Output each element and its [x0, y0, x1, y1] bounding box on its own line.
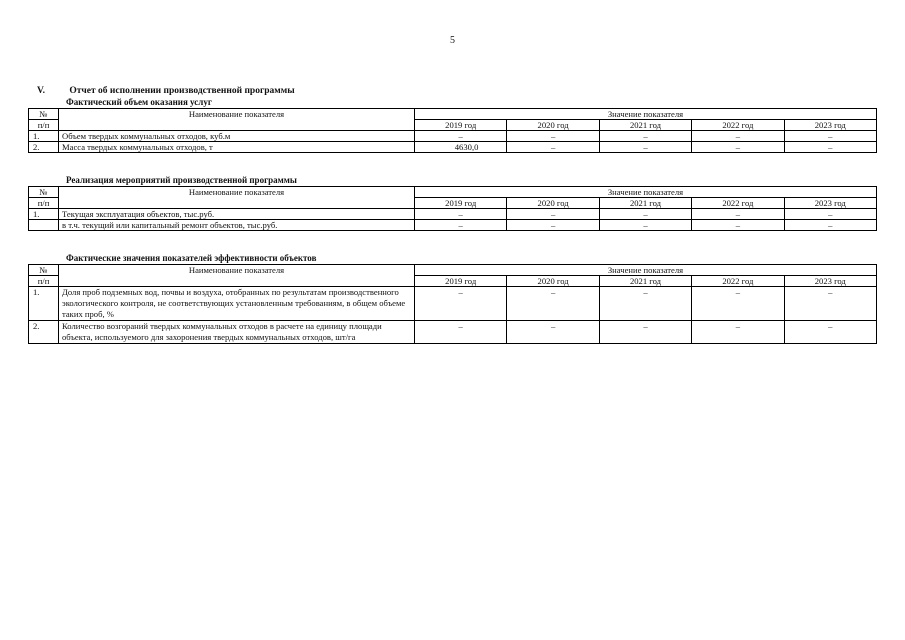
section-number: V.: [37, 86, 46, 96]
row-name: в т.ч. текущий или капитальный ремонт объектов, тыс.руб.: [59, 220, 415, 231]
row-value: –: [784, 209, 876, 220]
efficiency-indicators-table: [28, 264, 877, 344]
row-value: –: [784, 220, 876, 231]
header-row: [29, 187, 877, 198]
header-year: 2023 год: [784, 198, 876, 209]
row-value: –: [692, 131, 784, 142]
header-year: 2020 год: [507, 198, 599, 209]
row-number: 2.: [29, 142, 59, 153]
header-value-group: Значение показателя: [415, 265, 877, 276]
table-row: [29, 131, 877, 142]
row-number: 2.: [29, 321, 59, 344]
header-year: 2021 год: [599, 120, 691, 131]
table3-caption: Фактические значения показателей эффективности объектов: [66, 253, 317, 263]
table2-caption: Реализация мероприятий производственной программы: [66, 175, 297, 185]
row-number: 1.: [29, 131, 59, 142]
header-name: Наименование показателя: [59, 109, 415, 131]
row-value: –: [692, 287, 784, 321]
page-number: 5: [450, 35, 455, 46]
row-value: –: [784, 142, 876, 153]
table-row: [29, 220, 877, 231]
header-year: 2023 год: [784, 276, 876, 287]
row-value: –: [507, 142, 599, 153]
header-name: Наименование показателя: [59, 265, 415, 287]
row-value: –: [599, 209, 691, 220]
row-name: Доля проб подземных вод, почвы и воздуха, отобранных по результатам производственного экологического контроля, не соответствующих установленным требованиям, в общем объеме таких проб, %: [59, 287, 415, 321]
service-volume-table: [28, 108, 877, 153]
row-value: –: [692, 321, 784, 344]
row-value: –: [507, 321, 599, 344]
program-measures-table: [28, 186, 877, 231]
table1-caption: Фактический объем оказания услуг: [66, 97, 212, 107]
header-no: №: [29, 109, 59, 120]
header-no-sub: п/п: [29, 198, 59, 209]
header-name: Наименование показателя: [59, 187, 415, 209]
table-row: [29, 209, 877, 220]
row-value: –: [507, 131, 599, 142]
table-row: [29, 142, 877, 153]
header-year: 2023 год: [784, 120, 876, 131]
row-name: Количество возгораний твердых коммунальных отходов в расчете на единицу площади объекта, используемого для захоронения твердых коммунальных отходов, шт/га: [59, 321, 415, 344]
header-year: 2021 год: [599, 198, 691, 209]
row-value: –: [415, 287, 507, 321]
row-value: –: [692, 142, 784, 153]
row-value: –: [507, 209, 599, 220]
header-no: №: [29, 187, 59, 198]
row-value: –: [507, 220, 599, 231]
row-number: [29, 220, 59, 231]
row-name: Объем твердых коммунальных отходов, куб.м: [59, 131, 415, 142]
header-no-sub: п/п: [29, 276, 59, 287]
header-year: 2022 год: [692, 198, 784, 209]
row-value: 4630,0: [415, 142, 507, 153]
header-year: 2021 год: [599, 276, 691, 287]
header-no-sub: п/п: [29, 120, 59, 131]
row-value: –: [415, 131, 507, 142]
row-value: –: [415, 220, 507, 231]
table-row: [29, 287, 877, 321]
row-number: 1.: [29, 209, 59, 220]
header-value-group: Значение показателя: [415, 187, 877, 198]
header-no: №: [29, 265, 59, 276]
table-row: [29, 321, 877, 344]
header-year: 2019 год: [415, 198, 507, 209]
row-value: –: [599, 220, 691, 231]
row-name: Масса твердых коммунальных отходов, т: [59, 142, 415, 153]
header-row: [29, 109, 877, 120]
row-value: –: [415, 321, 507, 344]
row-number: 1.: [29, 287, 59, 321]
row-name: Текущая эксплуатация объектов, тыс.руб.: [59, 209, 415, 220]
header-year: 2020 год: [507, 120, 599, 131]
header-value-group: Значение показателя: [415, 109, 877, 120]
header-year: 2020 год: [507, 276, 599, 287]
header-year: 2019 год: [415, 120, 507, 131]
row-value: –: [784, 287, 876, 321]
header-year: 2022 год: [692, 120, 784, 131]
row-value: –: [599, 142, 691, 153]
row-value: –: [599, 287, 691, 321]
header-year: 2019 год: [415, 276, 507, 287]
row-value: –: [415, 209, 507, 220]
row-value: –: [599, 321, 691, 344]
row-value: –: [599, 131, 691, 142]
header-row: [29, 265, 877, 276]
section-title: Отчет об исполнении производственной программы: [69, 86, 295, 96]
header-year: 2022 год: [692, 276, 784, 287]
row-value: –: [784, 131, 876, 142]
row-value: –: [692, 220, 784, 231]
section-heading: [37, 86, 295, 96]
row-value: –: [784, 321, 876, 344]
row-value: –: [692, 209, 784, 220]
row-value: –: [507, 287, 599, 321]
